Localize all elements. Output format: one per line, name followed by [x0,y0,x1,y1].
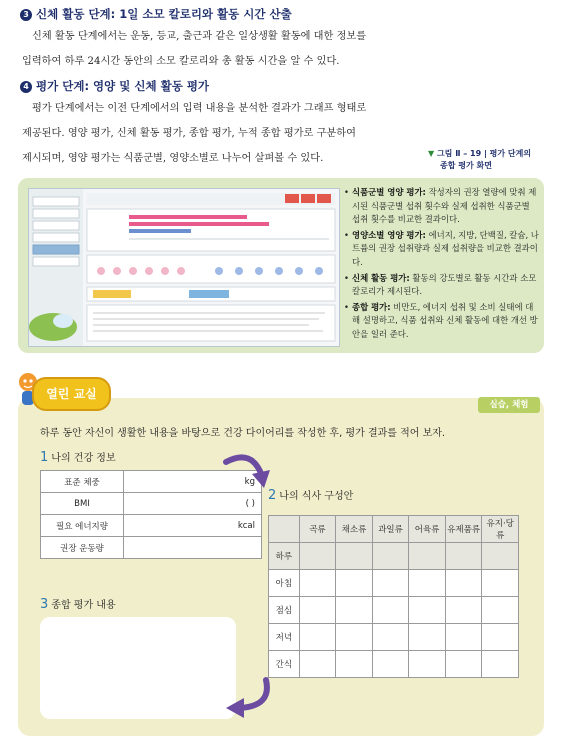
section-3-body [22,24,542,74]
section-4-number: 4 [20,81,32,93]
screen-bar [129,229,191,233]
health-info-title: 1 나의 건강 정보 [40,450,116,465]
screen-bar [129,222,269,226]
table-row: 필요 에너지량 kcal [41,515,262,537]
bullet-overall: • 종합 평가: 비만도, 에너지 섭취 및 소비 실태에 대해 설명하고, 식품 섭취와 신체 활동에 대한 개선 방안을 일러 준다. [344,301,540,342]
section-4-heading: 4 평가 단계: 영양 및 신체 활동 평가 [20,78,209,94]
bullet-activity: • 신체 활동 평가: 활동의 강도별로 활동 시간과 소모 칼로리가 제시된다. [344,272,540,299]
table-row: BMI ( ) [41,493,262,515]
open-class-instruction: 하루 동안 자신이 생활한 내용을 바탕으로 건강 다이어리를 작성한 후, 평가 결과를 적어 보자. [40,428,446,439]
standard-weight-field[interactable]: kg [124,471,262,493]
diet-plan-table [268,515,519,678]
screen-top-button [301,194,315,203]
screen-nav-item [33,221,79,230]
screen-globe-decoration [53,314,73,328]
open-class-title: 열린 교실 [32,377,111,411]
table-row: 간식 [269,651,519,678]
table-row: 아침 [269,570,519,597]
section-3-line-2: 입력하여 하루 24시간 동안의 소모 칼로리와 총 활동 시간을 알 수 있다. [22,56,340,67]
table-header-row: 곡류 채소류 과일류 어육류 유제품류 유지·당류 [269,516,519,543]
section-3-line-1: 신체 활동 단계에서는 운동, 등교, 출근과 같은 일상생활 활동에 대한 정보를 [32,31,367,42]
practice-tag: 실습, 체험 [478,397,540,413]
evaluation-screen-image [28,188,340,347]
section-3-heading: 3 신체 활동 단계: 1일 소모 칼로리와 활동 시간 산출 [20,6,292,22]
section-4-line-3: 제시되며, 영양 평가는 식품군별, 영양소별로 나누어 살펴볼 수 있다. [22,153,324,164]
screen-activity-cell [93,290,131,298]
section-3-number: 3 [20,9,32,21]
screen-top-button [285,194,299,203]
section-4-line-1: 평가 단계에서는 이전 단계에서의 입력 내용을 분석한 결과가 그래프 형태로 [32,103,367,114]
screen-activity-cell [189,290,229,298]
section-4-line-2: 제공된다. 영양 평가, 신체 활동 평가, 종합 평가, 누적 종합 평가로 구분하여 [22,128,356,139]
screen-nav-item [33,233,79,242]
curved-arrow-back-icon [222,676,274,722]
screen-summary-area [87,305,335,341]
curved-arrow-icon [222,452,274,496]
screen-nav-item [33,209,79,218]
overall-evaluation-box[interactable] [40,617,236,719]
table-row: 표준 체중 kg [41,471,262,493]
section-4-body [22,96,442,171]
figure-caption: ▼ 그림 Ⅱ – 19 | 평가 단계의 종합 평가 화면 [428,149,532,170]
bmi-field[interactable]: ( ) [124,493,262,515]
screen-nav-item [33,257,79,266]
table-corner [269,516,300,543]
screen-nav-item-active [33,245,79,254]
table-row: 권장 운동량 [41,537,262,559]
diet-plan-title: 2 나의 식사 구성안 [268,488,354,503]
overall-evaluation-title: 3 종합 평가 내용 [40,597,116,612]
table-row: 하루 [269,543,519,570]
exercise-field[interactable] [124,537,262,559]
screen-bar [129,215,247,219]
energy-field[interactable]: kcal [124,515,262,537]
screen-top-button [317,194,331,203]
figure-bullets [344,186,540,344]
caption-triangle-icon: ▼ [428,149,435,158]
screen-nav-item [33,197,79,206]
table-row: 저녁 [269,624,519,651]
evaluation-screen-drawing [29,189,339,346]
table-row: 점심 [269,597,519,624]
bullet-nutrient: • 영양소별 영양 평가: 에너지, 지방, 단백질, 칼슘, 나트륨의 권장 섭취량과 실제 섭취량을 비교한 결과이다. [344,229,540,270]
bullet-foodgroup: • 식품군별 영양 평가: 작성자의 권장 열량에 맞춰 제시된 식품군별 섭취 횟수와 실제 섭취한 식품군별 섭취 횟수를 비교한 결과이다. [344,186,540,227]
